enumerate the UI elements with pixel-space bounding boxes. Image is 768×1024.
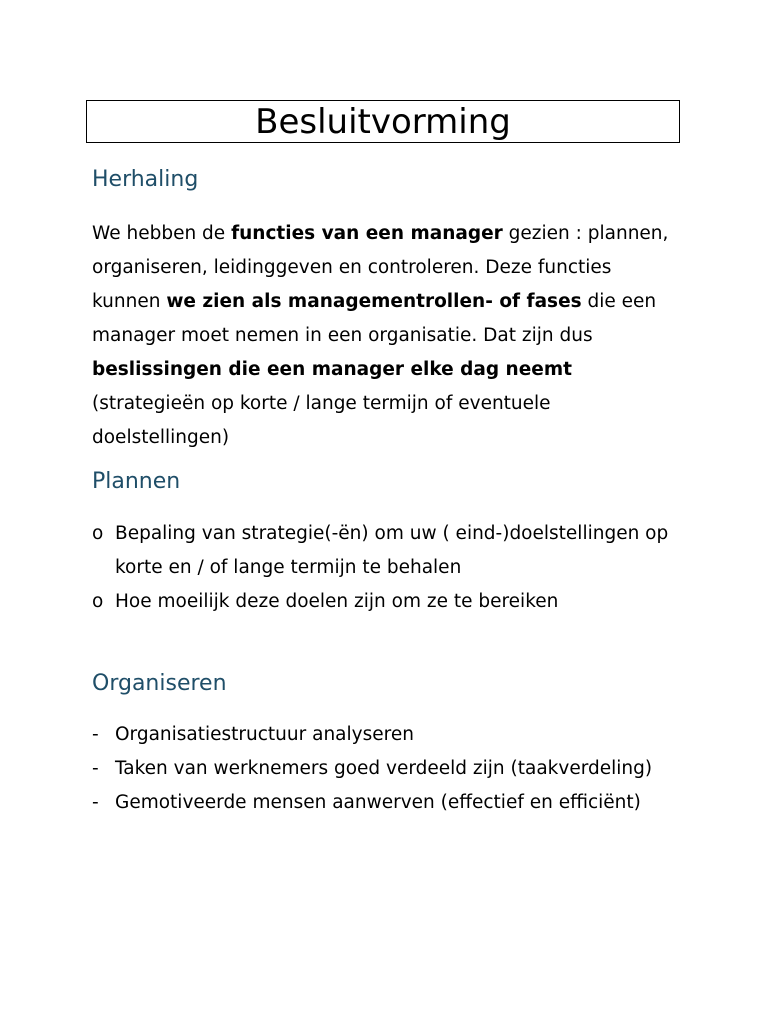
heading-plannen: Plannen [92, 469, 181, 494]
paragraph-text: gezien : plannen, organiseren, leidinggeven en controleren. Deze functies kunnen [92, 223, 669, 312]
heading-herhaling: Herhaling [92, 167, 199, 192]
organiseren-list [92, 718, 682, 820]
list-item [92, 718, 682, 752]
list-item-text: Hoe moeilijk deze doelen zijn om ze te bereiken [115, 591, 559, 612]
bullet-marker: - [92, 724, 99, 745]
heading-organiseren: Organiseren [92, 671, 227, 696]
bullet-marker: o [92, 591, 104, 612]
paragraph-text: We hebben de [92, 223, 232, 244]
bullet-marker: - [92, 792, 99, 813]
paragraph-text: die een manager moet nemen in een organisatie. Dat zijn dus [92, 291, 657, 346]
list-item [92, 517, 682, 585]
list-item-text: Bepaling van strategie(-ën) om uw ( eind-)doelstellingen op korte en / of lange termijn te behalen [115, 523, 669, 578]
bullet-marker: - [92, 758, 99, 779]
plannen-list [92, 517, 682, 619]
list-item [92, 585, 682, 619]
herhaling-paragraph [92, 217, 682, 455]
paragraph-text: (strategieën op korte / lange termijn of eventuele doelstellingen) [92, 393, 551, 448]
list-item-text: Gemotiveerde mensen aanwerven (effectief en efficiënt) [115, 792, 641, 813]
document-title [86, 100, 680, 143]
list-item [92, 752, 682, 786]
list-item [92, 786, 682, 820]
bullet-marker: o [92, 523, 104, 544]
list-item-text: Taken van werknemers goed verdeeld zijn (taakverdeling) [115, 758, 653, 779]
list-item-text: Organisatiestructuur analyseren [115, 724, 414, 745]
paragraph-bold-text: beslissingen die een manager elke dag neemt [92, 359, 572, 380]
paragraph-bold-text: we zien als managementrollen- of fases [166, 291, 582, 312]
paragraph-bold-text: functies van een manager [231, 223, 503, 244]
document-title-text: Besluitvorming [255, 101, 511, 142]
